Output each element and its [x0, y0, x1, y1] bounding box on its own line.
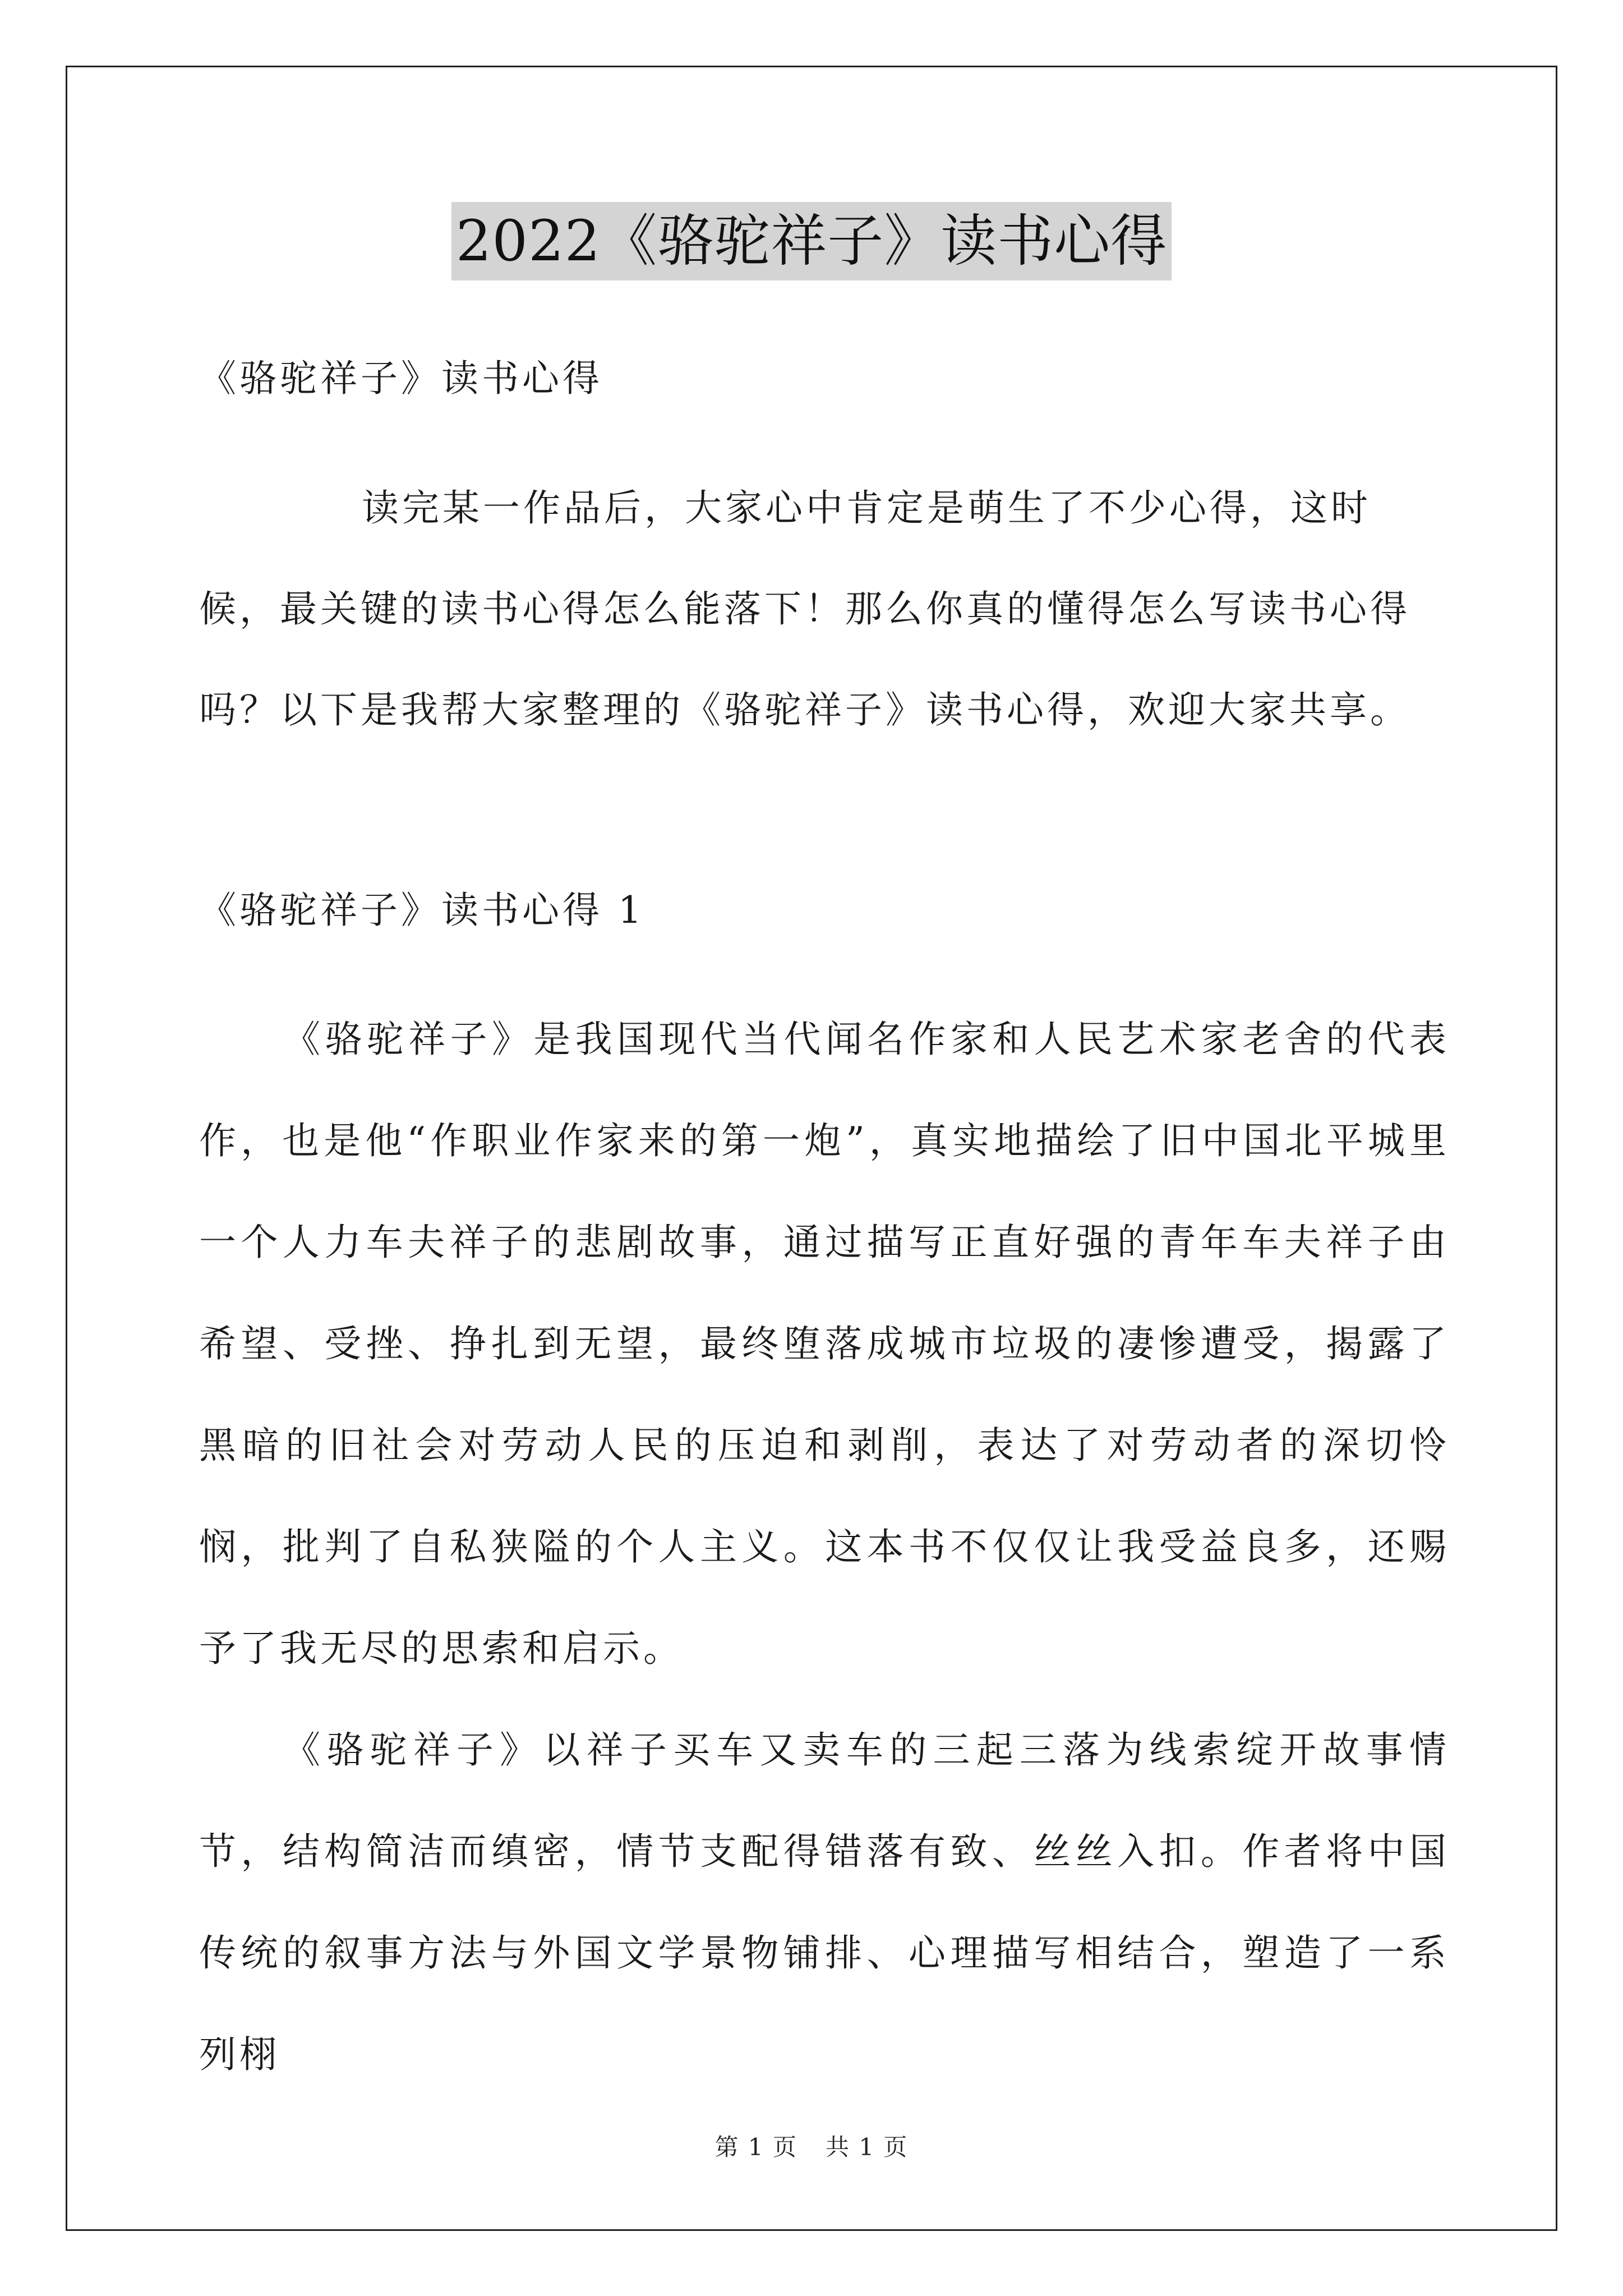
- body-text: [199, 988, 1450, 2105]
- body-paragraph-1: 《骆驼祥子》是我国现代当代闻名作家和人民艺术家老舍的代表作，也是他“作职业作家来的第一炮”，真实地描绘了旧中国北平城里一个人力车夫祥子的悲剧故事，通过描写正直好强的青年车夫祥子由希望、受挫、挣扎到无望，最终堕落成城市垃圾的凄惨遭受，揭露了黑暗的旧社会对劳动人民的压迫和剥削，表达了对劳动者的深切怜悯，批判了自私狭隘的个人主义。这本书不仅仅让我受益良多，还赐予了我无尽的思索和启示。: [199, 1018, 1450, 1670]
- intro-paragraph: [199, 458, 1450, 761]
- page-number-current: 第 1 页: [714, 2133, 797, 2161]
- body-paragraph-2: 《骆驼祥子》以祥子买车又卖车的三起三落为线索绽开故事情节，结构简洁而缜密，情节支配得错落有致、丝丝入扣。作者将中国传统的叙事方法与外国文学景物铺排、心理描写相结合，塑造了一系列栩: [199, 1728, 1450, 2076]
- document-title: 2022《骆驼祥子》读书心得: [451, 202, 1172, 280]
- page-footer: [0, 2129, 1623, 2162]
- section-heading: 《骆驼祥子》读书心得 1: [199, 889, 645, 932]
- document-subtitle: 《骆驼祥子》读书心得: [199, 357, 603, 400]
- intro-text: 读完某一作品后，大家心中肯定是萌生了不少心得，这时候，最关键的读书心得怎么能落下！那么你真的懂得怎么写读书心得吗？以下是我帮大家整理的《骆驼祥子》读书心得，欢迎大家共享。: [199, 486, 1410, 731]
- page-number-total: 共 1 页: [826, 2133, 909, 2161]
- title-container: [0, 202, 1623, 280]
